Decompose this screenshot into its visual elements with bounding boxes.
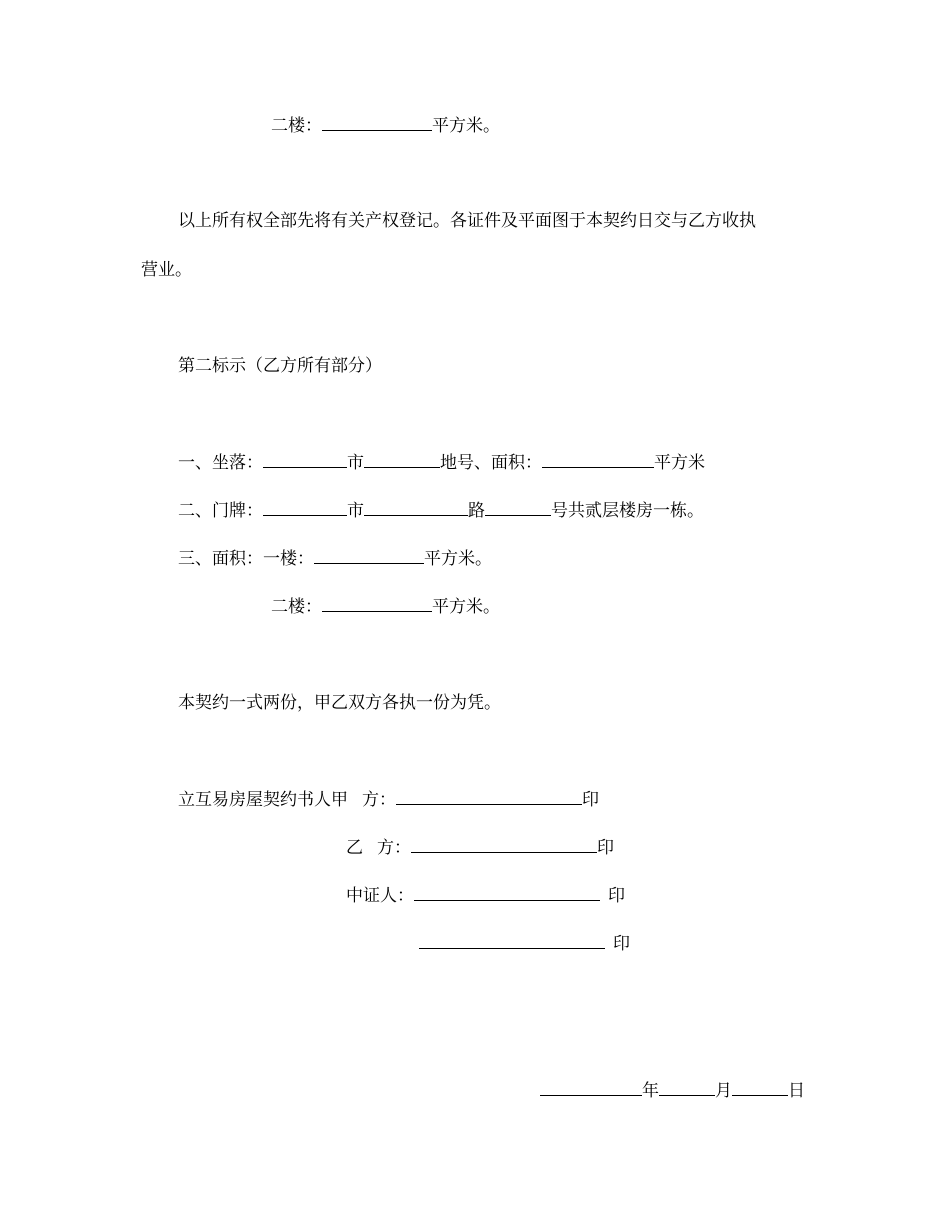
part1-floor2-line [271, 115, 500, 137]
location-lot-area-text: 地号、面积： [440, 453, 542, 473]
location-unit: 平方米 [654, 453, 705, 473]
date-line [540, 1080, 805, 1102]
area-floor2-label: 二楼： [271, 597, 322, 617]
area-floor2-field[interactable] [322, 597, 432, 612]
floor2-area-field[interactable] [322, 116, 432, 131]
area-floor1-label: 一楼： [263, 549, 314, 569]
location-city-field[interactable] [263, 453, 347, 468]
location-city-text: 市 [347, 453, 364, 473]
party-b-label: 方： [377, 838, 411, 858]
door-road-field[interactable] [364, 501, 468, 516]
door-road-text: 路 [468, 501, 485, 521]
location-lot-field[interactable] [364, 453, 440, 468]
location-label: 一、坐落： [178, 453, 263, 473]
signature-title: 立互易房屋契约书人甲 [178, 790, 348, 810]
day-field[interactable] [732, 1081, 788, 1096]
day-label: 日 [788, 1081, 805, 1101]
area-floor1-field[interactable] [314, 549, 424, 564]
year-field[interactable] [540, 1081, 642, 1096]
party-b-char: 乙 [346, 838, 363, 858]
month-field[interactable] [659, 1081, 715, 1096]
witness-seal-1: 印 [608, 886, 625, 906]
party-a-signature-field[interactable] [396, 790, 582, 805]
signature-witness-line [346, 885, 625, 907]
door-city-field[interactable] [263, 501, 347, 516]
signature-party-b-line [346, 837, 614, 859]
month-label: 月 [715, 1081, 732, 1101]
party-a-seal: 印 [582, 790, 599, 810]
floor2-label: 二楼： [271, 116, 322, 136]
door-plate-label: 二、门牌： [178, 501, 263, 521]
door-plate-line [178, 500, 704, 522]
copies-statement: 本契约一式两份，甲乙双方各执一份为凭。 [178, 693, 501, 713]
signature-witness-line-2 [419, 933, 630, 955]
witness-label: 中证人： [346, 886, 414, 906]
location-area-field[interactable] [542, 453, 654, 468]
location-line [178, 452, 705, 474]
party-a-label: 方： [362, 790, 396, 810]
witness-seal-2: 印 [613, 934, 630, 954]
registration-line-2: 营业。 [141, 260, 192, 280]
door-suffix: 号共贰层楼房一栋。 [551, 501, 704, 521]
floor2-unit: 平方米。 [432, 116, 500, 136]
area-floor2-line [271, 596, 500, 618]
registration-line-1: 以上所有权全部先将有关产权登记。各证件及平面图于本契约日交与乙方收执 [178, 211, 756, 231]
party-b-seal: 印 [597, 838, 614, 858]
year-label: 年 [642, 1081, 659, 1101]
area-floor1-line [178, 548, 492, 570]
door-city-text: 市 [347, 501, 364, 521]
witness-signature-field-2[interactable] [419, 934, 605, 949]
witness-signature-field-1[interactable] [414, 886, 600, 901]
door-number-field[interactable] [485, 501, 551, 516]
signature-party-a-line [178, 789, 599, 811]
section2-heading: 第二标示（乙方所有部分） [178, 356, 382, 376]
party-b-signature-field[interactable] [411, 838, 597, 853]
area-floor1-unit: 平方米。 [424, 549, 492, 569]
area-label: 三、面积： [178, 549, 263, 569]
area-floor2-unit: 平方米。 [432, 597, 500, 617]
